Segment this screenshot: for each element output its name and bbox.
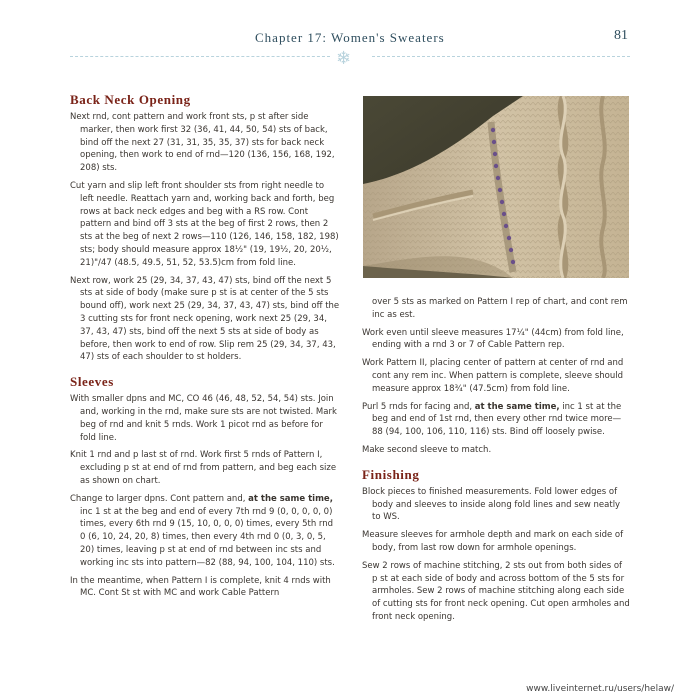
instruction-paragraph: Next rnd, cont pattern and work front sts, p st after side marker, then work first 32 (36, 41, 44, 50, 54) sts of back, bind off the next 27 (31, 31, 35, 35, 37) sts for back neck opening, then work to end of rnd—120 (136, 156, 168, 192, 208) sts. [70,112,335,174]
instruction-paragraph: Change to larger dpns. Cont pattern and, at the same time, inc 1 st at the beg and end of every 7th rnd 9 (0, 0, 0, 0, 0) times, every 6th rnd 9 (15, 10, 0, 0, 0) times, every 5th rnd 0 (6, 10, 24, 20, 8) times, then every 4th rnd 0 (0, 3, 0, 5, 20) times, leaving p st at end of rnd between inc sts and working inc sts into pattern—82 (88, 94, 100, 104, 110) sts. [70,493,335,568]
header-rule-right [372,56,630,57]
chapter-title: Chapter 17: Women's Sweaters [255,30,445,45]
instruction-paragraph: Next row, work 25 (29, 34, 37, 43, 47) sts, bind off the next 5 sts at side of body (make sure p st is at center of the 5 sts bound off), work next 25 (29, 34, 37, 43, 47) sts, bind off the 3 cutting sts for front neck opening, work next 25 (29, 34, 37, 43, 47) sts, bind off the next 5 sts at side of body as before, then work to end of row. Slip rem 25 (29, 34, 37, 43, 47) sts of each shoulder to st holders. [70,275,340,363]
instruction-paragraph: Block pieces to finished measurements. Fold lower edges of body and sleeves to inside along fold lines and sew neatly to WS. [362,486,621,523]
snowflake-icon: ❄ [336,48,352,69]
instruction-paragraph: Purl 5 rnds for facing and, at the same time, inc 1 st at the beg and end of 1st rnd, then every other rnd twice more—88 (94, 100, 106, 110, 116) sts. Bind off loosely pwise. [362,401,622,438]
instruction-paragraph: Work Pattern II, placing center of pattern at center of rnd and cont any rem inc. When pattern is complete, sleeve should measure approx 18³⁄₄" (47.5cm) from fold line. [362,358,624,394]
instruction-paragraph: In the meantime, when Pattern I is complete, knit 4 rnds with MC. Cont St st with MC and work Cable Pattern [70,575,331,599]
instruction-paragraph: Sew 2 rows of machine stitching, 2 sts out from both sides of p st at each side of body and across bottom of the 5 sts for armholes. Sew 2 rows of machine stitching along each side of cutting sts for front neck opening. Cut open armholes and front neck opening. [362,560,630,622]
section-heading-sleeves: Sleeves [70,374,114,390]
section-heading-finishing: Finishing [362,466,420,482]
instruction-paragraph: With smaller dpns and MC, CO 46 (46, 48, 52, 54, 54) sts. Join and, working in the rnd, make sure sts are not twisted. Mark beg of rnd and knit 5 rnds. Work 1 picot rnd as before for fold line. [70,394,337,443]
sweater-sleeve-photo [363,96,629,278]
sweater-photo-image [363,96,629,278]
instruction-paragraph: Make second sleeve to match. [362,444,492,455]
right-column [362,296,630,629]
instruction-paragraph: Work even until sleeve measures 17¹⁄₄" (44cm) from fold line, ending with a rnd 3 or 7 of Cable Pattern rep. [362,327,624,351]
header-rule-left [70,56,330,57]
left-column [70,92,340,605]
section-heading-back-neck-opening: Back Neck Opening [70,92,191,107]
instruction-paragraph: Cut yarn and slip left front shoulder sts from right needle to left needle. Reattach yarn and, working back and forth, beg rows at back neck edges and beg with a RS row. Cont pattern and bind off 3 sts at the beg of first 2 rows, then 2 sts at the beg of next 2 rows—110 (126, 146, 158, 182, 198) sts; body should measure approx 18¹⁄₂" (19, 19¹⁄₂, 20, 20¹⁄₂, 21)"/47 (48.5, 49.5, 51, 52, 53.5)cm from fold line. [70,180,339,268]
instruction-paragraph: Knit 1 rnd and p last st of rnd. Work first 5 rnds of Pattern I, excluding p st at end of rnd from pattern, and beg each size as shown on chart. [70,450,337,486]
instruction-paragraph-continued: over 5 sts as marked on Pattern I rep of chart, and cont rem inc as est. [372,297,628,320]
source-url-watermark: www.liveinternet.ru/users/helaw/ [526,684,674,694]
page-number: 81 [614,28,628,43]
instruction-paragraph: Measure sleeves for armhole depth and mark on each side of body, from last row down for armhole openings. [362,530,624,553]
